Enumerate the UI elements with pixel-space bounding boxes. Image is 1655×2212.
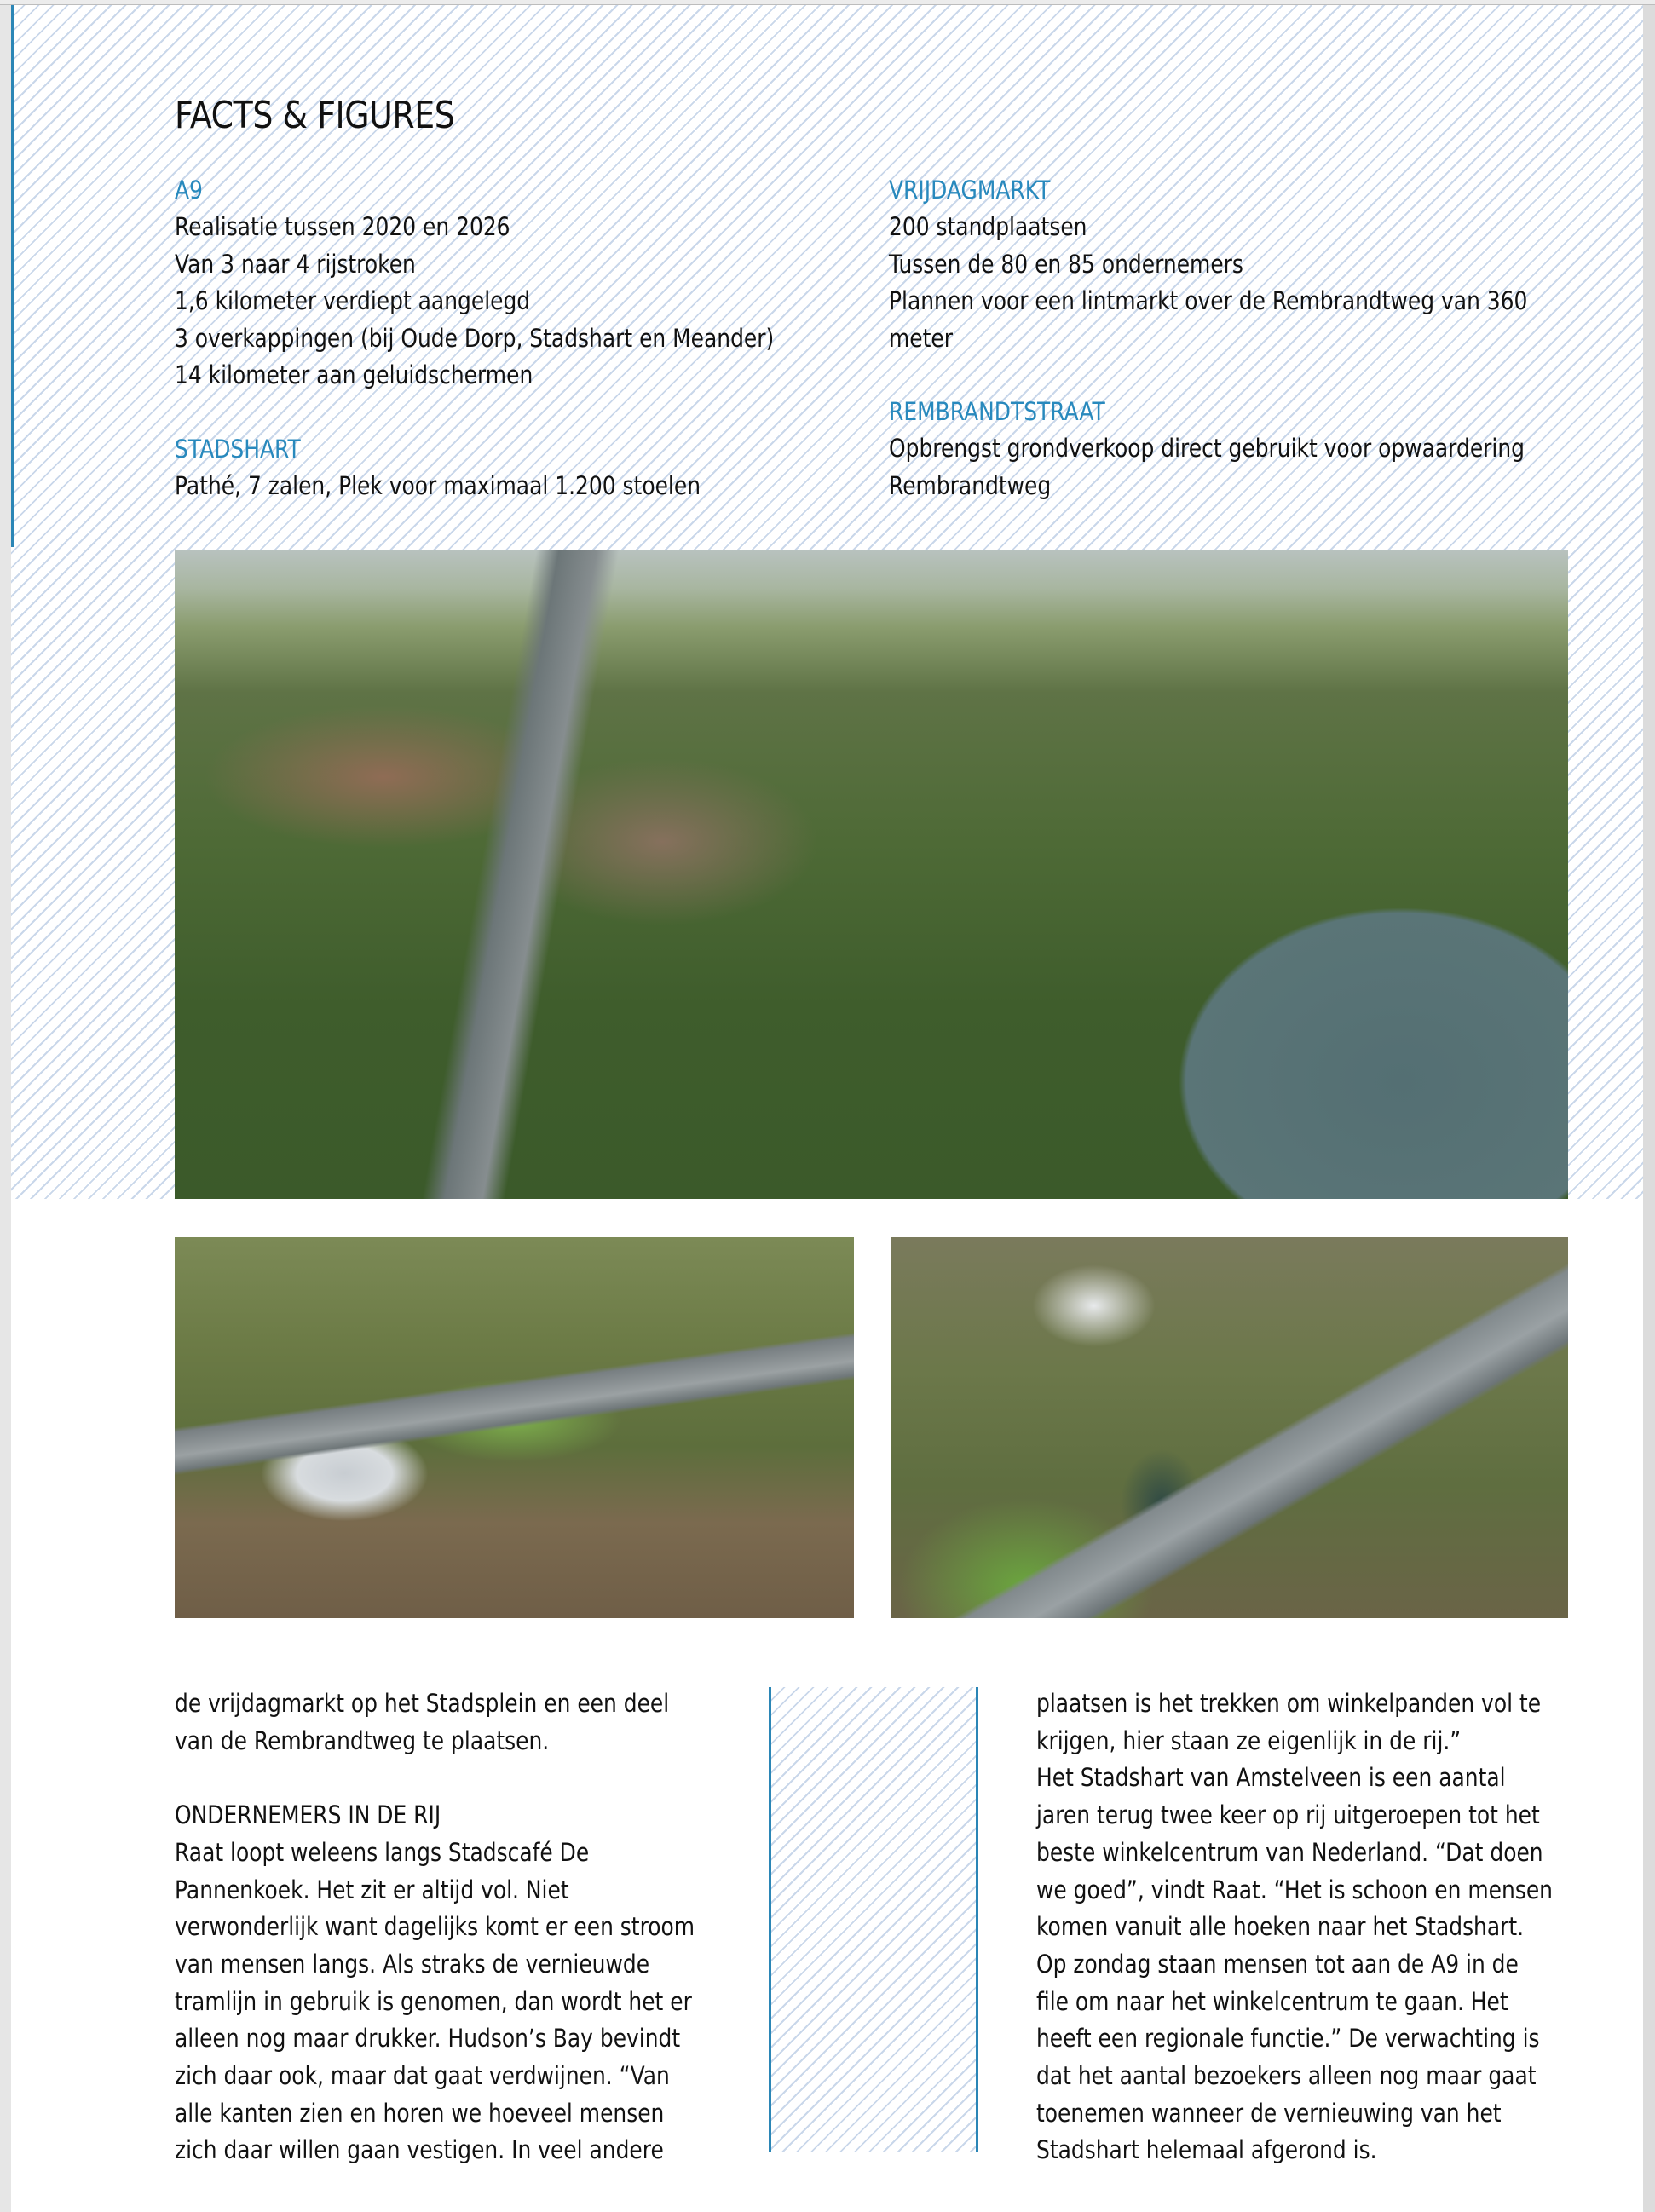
body-line: alleen nog maar drukker. Hudson’s Bay bevindt xyxy=(175,2024,681,2054)
body-line: we goed”, vindt Raat. “Het is schoon en mensen xyxy=(1036,1875,1553,1904)
body-line: zich daar willen gaan vestigen. In veel andere xyxy=(175,2135,664,2165)
body-line: dat het aantal bezoekers alleen nog maar gaat xyxy=(1036,2061,1537,2091)
fact-line: Rembrandtweg xyxy=(889,470,1052,500)
spacer xyxy=(175,1760,771,1797)
body-line: jaren terug twee keer op rij uitgeroepen tot het xyxy=(1036,1800,1540,1830)
body-line: krijgen, hier staan ze eigenlijk in de rij.” xyxy=(1036,1725,1462,1755)
magazine-page xyxy=(11,5,1643,2212)
body-line: toenemen wanneer de vernieuwing van het xyxy=(1036,2098,1502,2128)
fact-line: Plannen voor een lintmarkt over de Rembrandtweg van 360 xyxy=(889,286,1528,315)
body-line: Het Stadshart van Amstelveen is een aantal xyxy=(1036,1763,1506,1793)
fact-line: Van 3 naar 4 rijstroken xyxy=(175,249,416,279)
fact-line: Tussen de 80 en 85 ondernemers xyxy=(889,249,1243,279)
body-line: van de Rembrandtweg te plaatsen. xyxy=(175,1725,550,1755)
left-accent-bar xyxy=(11,5,14,547)
body-line: Pannenkoek. Het zit er altijd vol. Niet xyxy=(175,1875,569,1904)
viewer-scroll-gutter[interactable] xyxy=(1643,5,1655,2212)
spacer xyxy=(175,395,874,431)
body-line: file om naar het winkelcentrum te gaan. Het xyxy=(1036,1986,1508,2016)
body-line: heeft een regionale functie.” De verwachting is xyxy=(1036,2024,1540,2054)
striped-divider-column xyxy=(769,1687,978,2152)
spacer xyxy=(889,357,1588,394)
body-line: de vrijdagmarkt op het Stadsplein en een deel xyxy=(175,1689,670,1718)
body-line: tramlijn in gebruik is genomen, dan wordt het er xyxy=(175,1986,692,2016)
body-line: verwonderlijk want dagelijks komt er een stroom xyxy=(175,1912,695,1942)
fact-line: Realisatie tussen 2020 en 2026 xyxy=(175,212,510,241)
body-line: beste winkelcentrum van Nederland. “Dat doen xyxy=(1036,1837,1543,1867)
fact-line: 14 kilometer aan geluidschermen xyxy=(175,360,533,389)
aerial-photo-main xyxy=(175,550,1568,1199)
fact-heading-a9: A9 xyxy=(175,176,203,204)
body-line: plaatsen is het trekken om winkelpanden vol te xyxy=(1036,1689,1542,1718)
fact-line: meter xyxy=(889,323,954,353)
page-title: FACTS & FIGURES xyxy=(175,94,455,137)
fact-heading-stadshart: STADSHART xyxy=(175,434,301,464)
fact-line: 1,6 kilometer verdiept aangelegd xyxy=(175,286,531,315)
body-line: Raat loopt weleens langs Stadscafé De xyxy=(175,1837,590,1867)
aerial-photo-small-right xyxy=(891,1237,1568,1618)
fact-line: Pathé, 7 zalen, Plek voor maximaal 1.200 stoelen xyxy=(175,470,701,500)
body-line: van mensen langs. Als straks de vernieuwde xyxy=(175,1949,650,1979)
article-column-left xyxy=(175,1685,771,2169)
body-line: Stadshart helemaal afgerond is. xyxy=(1036,2135,1377,2165)
fact-line: Opbrengst grondverkoop direct gebruikt voor opwaardering xyxy=(889,434,1525,463)
body-line: komen vanuit alle hoeken naar het Stadshart. xyxy=(1036,1912,1525,1942)
aerial-photo-small-left xyxy=(175,1237,854,1618)
facts-column-right xyxy=(889,172,1588,504)
article-column-right xyxy=(1036,1685,1633,2169)
body-line: zich daar ook, maar dat gaat verdwijnen. “Van xyxy=(175,2061,670,2091)
article-subheading: ONDERNEMERS IN DE RIJ xyxy=(175,1800,441,1830)
fact-line: 200 standplaatsen xyxy=(889,212,1087,241)
facts-column-left xyxy=(175,172,874,504)
fact-heading-rembrandtstraat: REMBRANDTSTRAAT xyxy=(889,397,1105,426)
fact-heading-vrijdagmarkt: VRIJDAGMARKT xyxy=(889,176,1051,204)
body-line: Op zondag staan mensen tot aan de A9 in de xyxy=(1036,1949,1519,1979)
fact-line: 3 overkappingen (bij Oude Dorp, Stadshart en Meander) xyxy=(175,323,775,353)
body-line: alle kanten zien en horen we hoeveel mensen xyxy=(175,2098,665,2128)
